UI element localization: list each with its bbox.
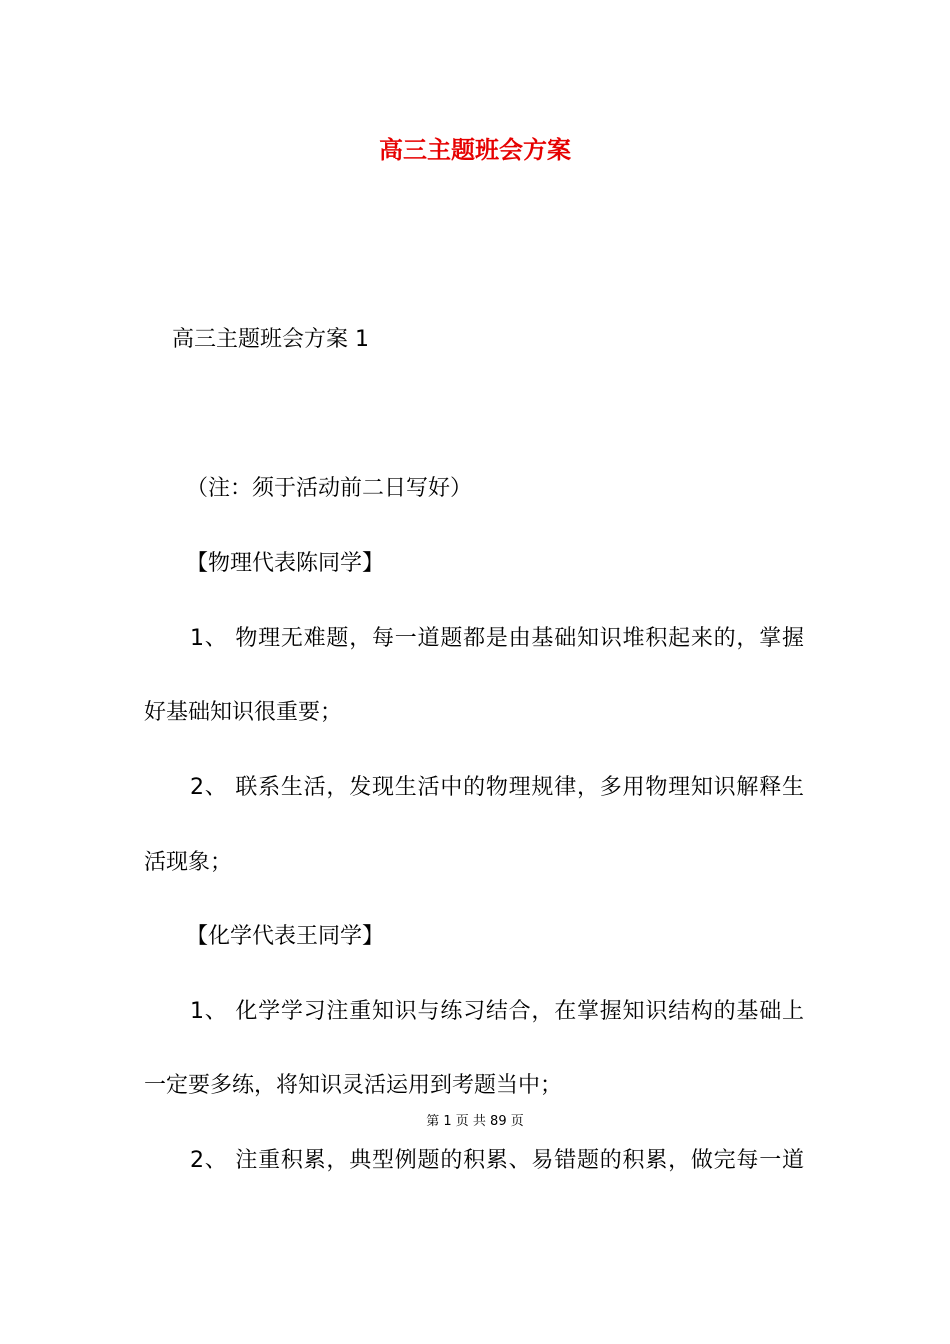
physics-heading: 【物理代表陈同学】 xyxy=(186,551,385,576)
note-line: （注：须于活动前二日写好） xyxy=(186,476,473,501)
chemistry-item-1-line-1: 1、 化学学习注重知识与练习结合，在掌握知识结构的基础上 xyxy=(190,999,804,1024)
document-title: 高三主题班会方案 xyxy=(379,136,571,164)
physics-item-2-line-2: 活现象； xyxy=(144,850,233,875)
physics-item-1-line-2: 好基础知识很重要； xyxy=(144,700,343,725)
chemistry-item-1-line-2: 一定要多练，将知识灵活运用到考题当中； xyxy=(144,1073,563,1098)
section-heading: 高三主题班会方案 1 xyxy=(172,327,369,352)
chemistry-heading: 【化学代表王同学】 xyxy=(186,924,385,949)
physics-item-2-line-1: 2、 联系生活，发现生活中的物理规律，多用物理知识解释生 xyxy=(190,775,804,800)
page-indicator: 第 1 页 共 89 页 xyxy=(426,1114,524,1129)
physics-item-1-line-1: 1、 物理无难题，每一道题都是由基础知识堆积起来的，掌握 xyxy=(190,626,804,651)
chemistry-item-2-line-1: 2、 注重积累，典型例题的积累、易错题的积累，做完每一道 xyxy=(190,1148,804,1173)
